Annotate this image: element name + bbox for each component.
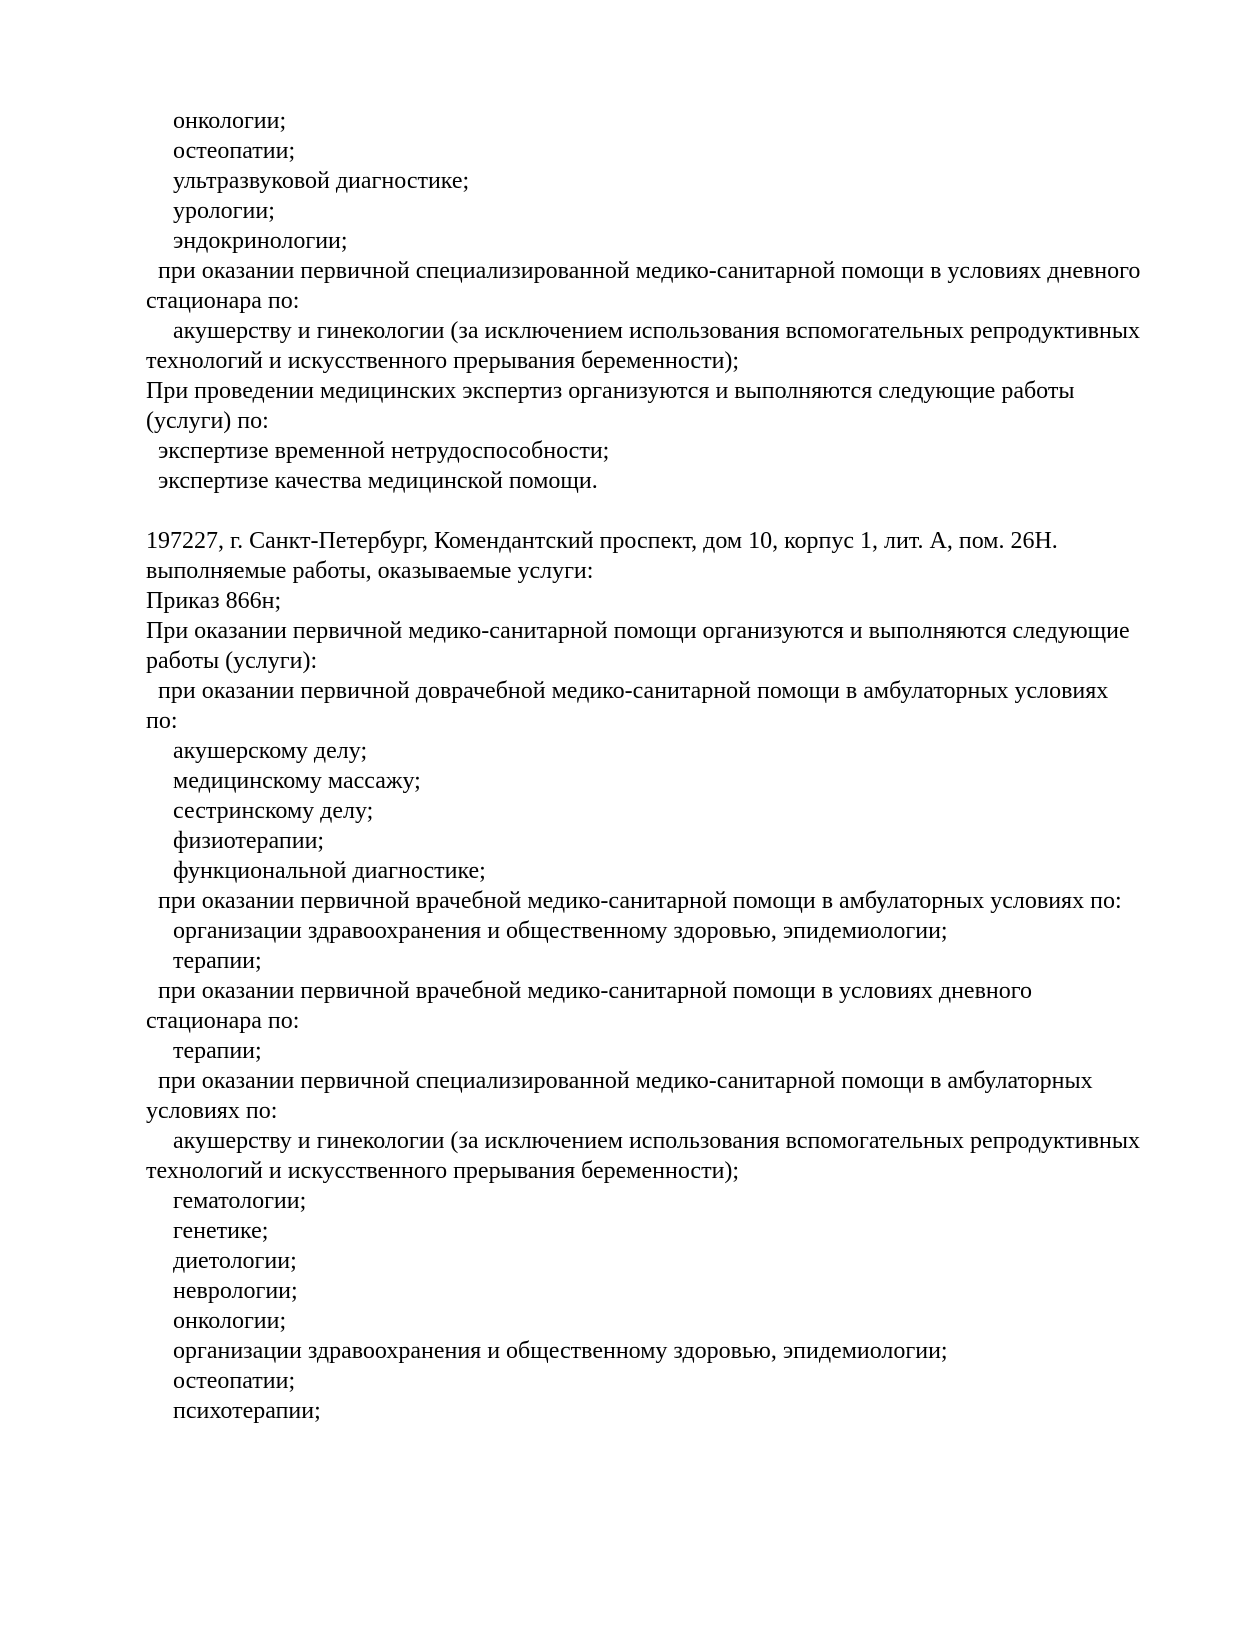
document-line: технологий и искусственного прерывания беременности); bbox=[146, 1158, 740, 1184]
document-line: акушерству и гинекологии (за исключением использования вспомогательных репродуктивных bbox=[173, 318, 1140, 344]
document-line: психотерапии; bbox=[173, 1398, 321, 1424]
document-line: 197227, г. Санкт-Петербург, Комендантский проспект, дом 10, корпус 1, лит. А, пом. 26Н. bbox=[146, 528, 1058, 554]
document-line: урологии; bbox=[173, 198, 275, 224]
document-line: при оказании первичной специализированной медико-санитарной помощи в условиях дневного bbox=[158, 258, 1141, 284]
document-line: акушерству и гинекологии (за исключением использования вспомогательных репродуктивных bbox=[173, 1128, 1140, 1154]
document-line: остеопатии; bbox=[173, 1368, 296, 1394]
document-line: условиях по: bbox=[146, 1098, 278, 1124]
document-line: экспертизе качества медицинской помощи. bbox=[158, 468, 598, 494]
document-line: технологий и искусственного прерывания беременности); bbox=[146, 348, 740, 374]
document-line: при оказании первичной врачебной медико-санитарной помощи в условиях дневного bbox=[158, 978, 1032, 1004]
document-line: работы (услуги): bbox=[146, 648, 318, 674]
document-line: при оказании первичной доврачебной медико-санитарной помощи в амбулаторных условиях bbox=[158, 678, 1109, 704]
document-line: при оказании первичной специализированной медико-санитарной помощи в амбулаторных bbox=[158, 1068, 1093, 1094]
document-line: медицинскому массажу; bbox=[173, 768, 421, 794]
document-line: диетологии; bbox=[173, 1248, 297, 1274]
document-line: остеопатии; bbox=[173, 138, 296, 164]
document-line: организации здравоохранения и общественному здоровью, эпидемиологии; bbox=[173, 1338, 948, 1364]
document-line: терапии; bbox=[173, 948, 262, 974]
document-line: гематологии; bbox=[173, 1188, 307, 1214]
document-line: экспертизе временной нетрудоспособности; bbox=[158, 438, 610, 464]
document-line: генетике; bbox=[173, 1218, 269, 1244]
document-line: сестринскому делу; bbox=[173, 798, 374, 824]
document-line: Приказ 866н; bbox=[146, 588, 282, 614]
document-line: по: bbox=[146, 708, 178, 734]
document-line bbox=[146, 496, 1204, 526]
document-line: (услуги) по: bbox=[146, 408, 269, 434]
document-line: физиотерапии; bbox=[173, 828, 325, 854]
document-line: терапии; bbox=[173, 1038, 262, 1064]
document-line: эндокринологии; bbox=[173, 228, 348, 254]
document-line: выполняемые работы, оказываемые услуги: bbox=[146, 558, 594, 584]
document-line: организации здравоохранения и общественному здоровью, эпидемиологии; bbox=[173, 918, 948, 944]
document-line: функциональной диагностике; bbox=[173, 858, 486, 884]
document-line: При проведении медицинских экспертиз организуются и выполняются следующие работы bbox=[146, 378, 1075, 404]
document-line: ультразвуковой диагностике; bbox=[173, 168, 470, 194]
document-line: При оказании первичной медико-санитарной помощи организуются и выполняются следующие bbox=[146, 618, 1130, 644]
document-line: онкологии; bbox=[173, 108, 287, 134]
document-line: неврологии; bbox=[173, 1278, 298, 1304]
document-line: стационара по: bbox=[146, 1008, 300, 1034]
document-line: онкологии; bbox=[173, 1308, 287, 1334]
document-line: при оказании первичной врачебной медико-санитарной помощи в амбулаторных условиях по: bbox=[158, 888, 1122, 914]
document-line: стационара по: bbox=[146, 288, 300, 314]
document-line: акушерскому делу; bbox=[173, 738, 368, 764]
document-text-block bbox=[146, 106, 1204, 1426]
